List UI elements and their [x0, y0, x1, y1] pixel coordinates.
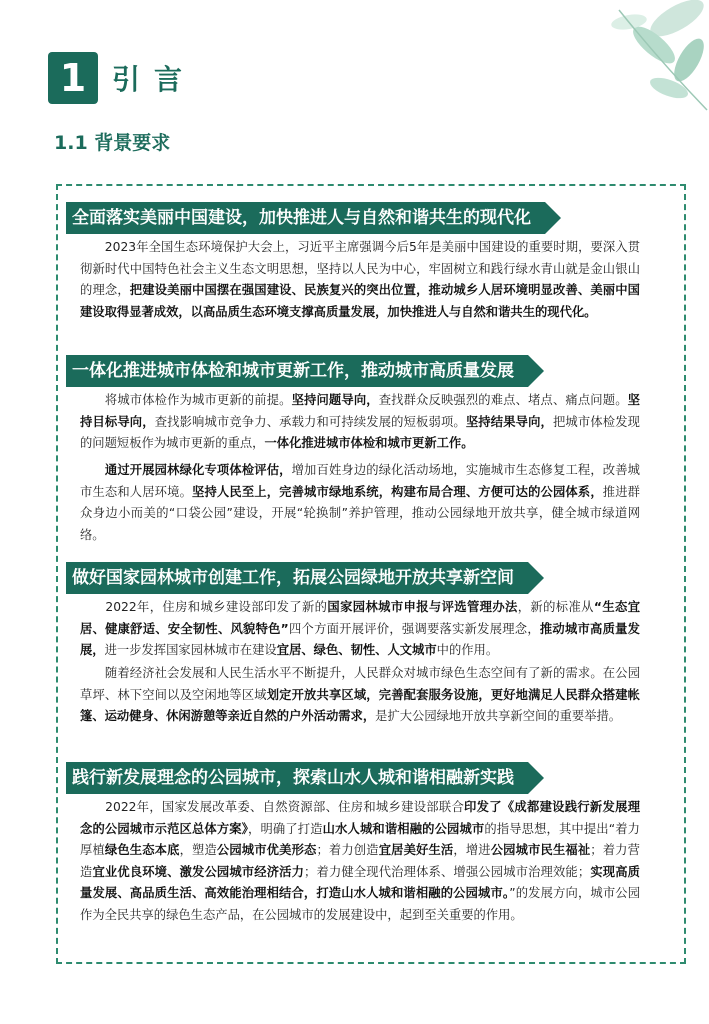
- leaf-decoration-icon: [559, 0, 709, 120]
- emphasis-text: 坚持问题导向，: [291, 393, 379, 407]
- body-text: 推进群众身边小而美的“口袋公园”建设，开展“轮换制”养护管理，推动公园绿地开放共享，健全城市绿道网络。: [80, 484, 640, 542]
- emphasis-text: 宜业优良环境、激发公园城市经济活力: [92, 864, 305, 879]
- emphasis-text: 公园城市民生福祉: [490, 843, 591, 857]
- emphasis-text: 公园城市优美形态: [216, 843, 317, 857]
- block-4-paragraph-1: [80, 797, 640, 926]
- block-heading-3: 做好国家园林城市创建工作，拓展公园绿地开放共享新空间: [66, 562, 528, 594]
- emphasis-text: 坚持结果导向，: [465, 414, 553, 429]
- body-text: 2022年，住房和城乡建设部印发了新的: [80, 600, 328, 614]
- body-text: ；着力创造: [316, 843, 379, 857]
- emphasis-text: 坚持目标导向，: [80, 393, 640, 429]
- emphasis-text: 实现高质量发展、高品质生活、高效能治理相结合，打造山水人城和谐相融的公园城市。: [80, 864, 640, 900]
- body-text: 查找影响城市竞争力、承载力和可持续发展的短板弱项。: [154, 414, 466, 429]
- block-heading-4: 践行新发展理念的公园城市，探索山水人城和谐相融新实践: [66, 762, 528, 794]
- body-text: ，新的标准从: [517, 600, 594, 614]
- body-text: 将城市体检作为城市更新的前提。: [80, 393, 292, 407]
- body-text: 的指导思想，其中提出“着力厚植: [80, 821, 640, 857]
- body-text: 增加百姓身边的绿化活动场地，实施城市生态修复工程，改善城市生态和人居环境。: [80, 463, 640, 499]
- chapter-header: [48, 52, 196, 104]
- body-text: ，明确了打造: [248, 821, 323, 836]
- emphasis-text: 宜居、绿色、韧性、人文城市: [276, 643, 437, 657]
- body-text: 中的作用。: [436, 643, 499, 657]
- body-text: ，增进: [453, 843, 491, 857]
- emphasis-text: 国家园林城市申报与评选管理办法: [327, 600, 518, 614]
- block-2-paragraph-2: [80, 460, 640, 546]
- block-heading-2: 一体化推进城市体检和城市更新工作，推动城市高质量发展: [66, 355, 528, 387]
- emphasis-text: 绿色生态本底: [104, 843, 180, 857]
- emphasis-text: 一体化推进城市体检和城市更新工作。: [264, 436, 474, 450]
- section-title: 1.1 背景要求: [54, 132, 171, 154]
- block-heading-1: 全面落实美丽中国建设，加快推进人与自然和谐共生的现代化: [66, 202, 545, 234]
- block-3-paragraph-2: [80, 663, 640, 728]
- emphasis-text: 推动城市高质量发展，: [80, 621, 640, 657]
- emphasis-text: 划定开放共享区域，完善配套服务设施，更好地满足人民群众搭建帐篷、运动健身、休闲游憩等亲近自然的户外活动需求，: [80, 687, 640, 723]
- emphasis-text: 通过开展园林绿化专项体检评估，: [80, 463, 292, 477]
- emphasis-text: 山水人城和谐相融的公园城市: [322, 821, 485, 836]
- body-text: ；着力营造: [80, 843, 640, 879]
- body-text: 随着经济社会发展和人民生活水平不断提升，人民群众对城市绿色生态空间有了新的需求。在公园草坪、林下空间以及空闲地等区域: [80, 666, 640, 702]
- body-text: ；着力健全现代治理体系、增强公园城市治理效能；: [304, 864, 591, 879]
- body-text: 2023年全国生态环境保护大会上，习近平主席强调今后5年是美丽中国建设的重要时期，要深入贯彻新时代中国特色社会主义生态文明思想，坚持以人民为中心，牢固树立和践行绿水青山就是金山银山的理念，: [80, 240, 640, 297]
- body-text: 进一步发挥国家园林城市在建设: [104, 643, 277, 657]
- chapter-number: 1: [48, 52, 98, 104]
- block-1-paragraph-1: [80, 237, 640, 323]
- emphasis-text: 宜居美好生活: [378, 843, 454, 857]
- chapter-title: 引言: [112, 63, 197, 96]
- body-text: 查找群众反映强烈的难点、堵点、痛点问题。: [378, 393, 628, 407]
- emphasis-text: 把建设美丽中国摆在强国建设、民族复兴的突出位置，推动城乡人居环境明显改善、美丽中国建设取得显著成效，以高品质生态环境支撑高质量发展，加快推进人与自然和谐共生的现代化。: [80, 283, 640, 319]
- emphasis-text: “生态宜居、健康舒适、安全韧性、风貌特色”: [80, 600, 640, 636]
- body-text: 四个方面开展评价，强调要落实新发展理念，: [288, 621, 540, 636]
- emphasis-text: 印发了《成都建设践行新发展理念的公园城市示范区总体方案》: [80, 800, 640, 836]
- body-text: ，塑造: [179, 843, 217, 857]
- block-3-paragraph-1: [80, 597, 640, 662]
- block-2-paragraph-1: [80, 390, 640, 455]
- body-text: 2022年，国家发展改革委、自然资源部、住房和城乡建设部联合: [80, 800, 465, 814]
- body-text: 是扩大公园绿地开放共享新空间的重要举措。: [375, 709, 622, 723]
- body-text: ”的发展方向，城市公园作为全民共享的绿色生态产品，在公园城市的发展建设中，起到至关重要的作用。: [80, 886, 640, 922]
- body-text: 把城市体检发现的问题短板作为城市更新的重点，: [80, 414, 640, 450]
- emphasis-text: 坚持人民至上，完善城市绿地系统，构建布局合理、方便可达的公园体系，: [192, 484, 603, 499]
